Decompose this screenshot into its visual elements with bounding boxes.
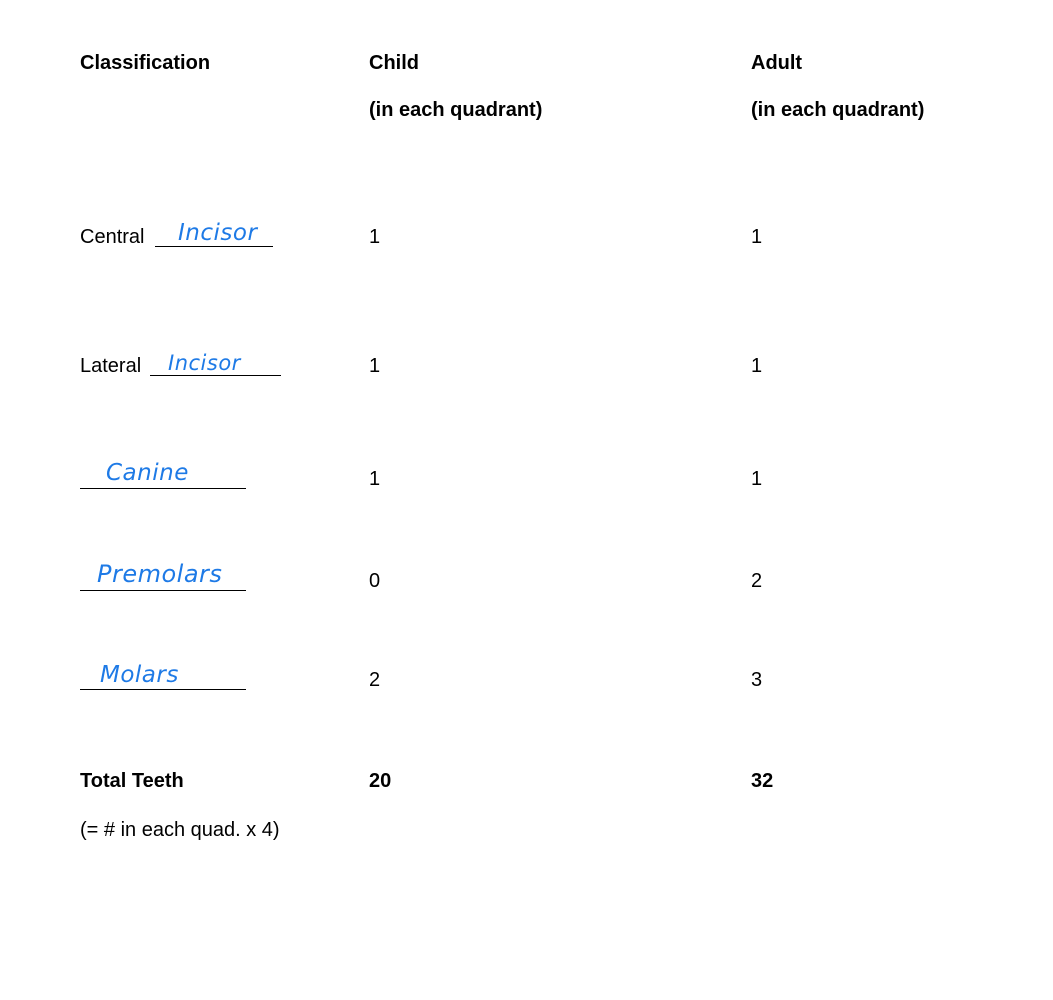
total-formula-note: (= # in each quad. x 4) <box>80 819 280 841</box>
row-premolars-answer: Premolars <box>97 560 223 588</box>
row-canine-child-count: 1 <box>369 468 381 490</box>
child-subheader: (in each quadrant) <box>369 99 543 121</box>
row-central-answer-blank <box>155 246 273 247</box>
row-molars-answer: Molars <box>100 662 179 688</box>
row-molars-child-count: 2 <box>369 669 381 691</box>
row-lateral-adult-count: 1 <box>751 355 763 377</box>
classification-header: Classification <box>80 52 211 74</box>
row-lateral-prefix: Lateral <box>80 355 142 377</box>
row-lateral-answer: Incisor <box>168 351 241 375</box>
row-lateral-answer-blank <box>150 375 281 376</box>
adult-subheader: (in each quadrant) <box>751 99 925 121</box>
child-header: Child <box>369 52 419 74</box>
row-central-prefix: Central <box>80 226 145 248</box>
total-child-count: 20 <box>369 770 392 792</box>
row-premolars-child-count: 0 <box>369 570 381 592</box>
row-canine-answer: Canine <box>106 460 189 486</box>
row-canine-answer-blank <box>80 488 246 489</box>
total-teeth-label: Total Teeth <box>80 770 184 792</box>
row-premolars-answer-blank <box>80 590 246 591</box>
row-central-adult-count: 1 <box>751 226 763 248</box>
row-premolars-adult-count: 2 <box>751 570 763 592</box>
row-molars-adult-count: 3 <box>751 669 763 691</box>
row-canine-adult-count: 1 <box>751 468 763 490</box>
adult-header: Adult <box>751 52 803 74</box>
row-central-answer: Incisor <box>178 220 258 246</box>
row-molars-answer-blank <box>80 689 246 690</box>
row-central-child-count: 1 <box>369 226 381 248</box>
row-lateral-child-count: 1 <box>369 355 381 377</box>
total-adult-count: 32 <box>751 770 774 792</box>
